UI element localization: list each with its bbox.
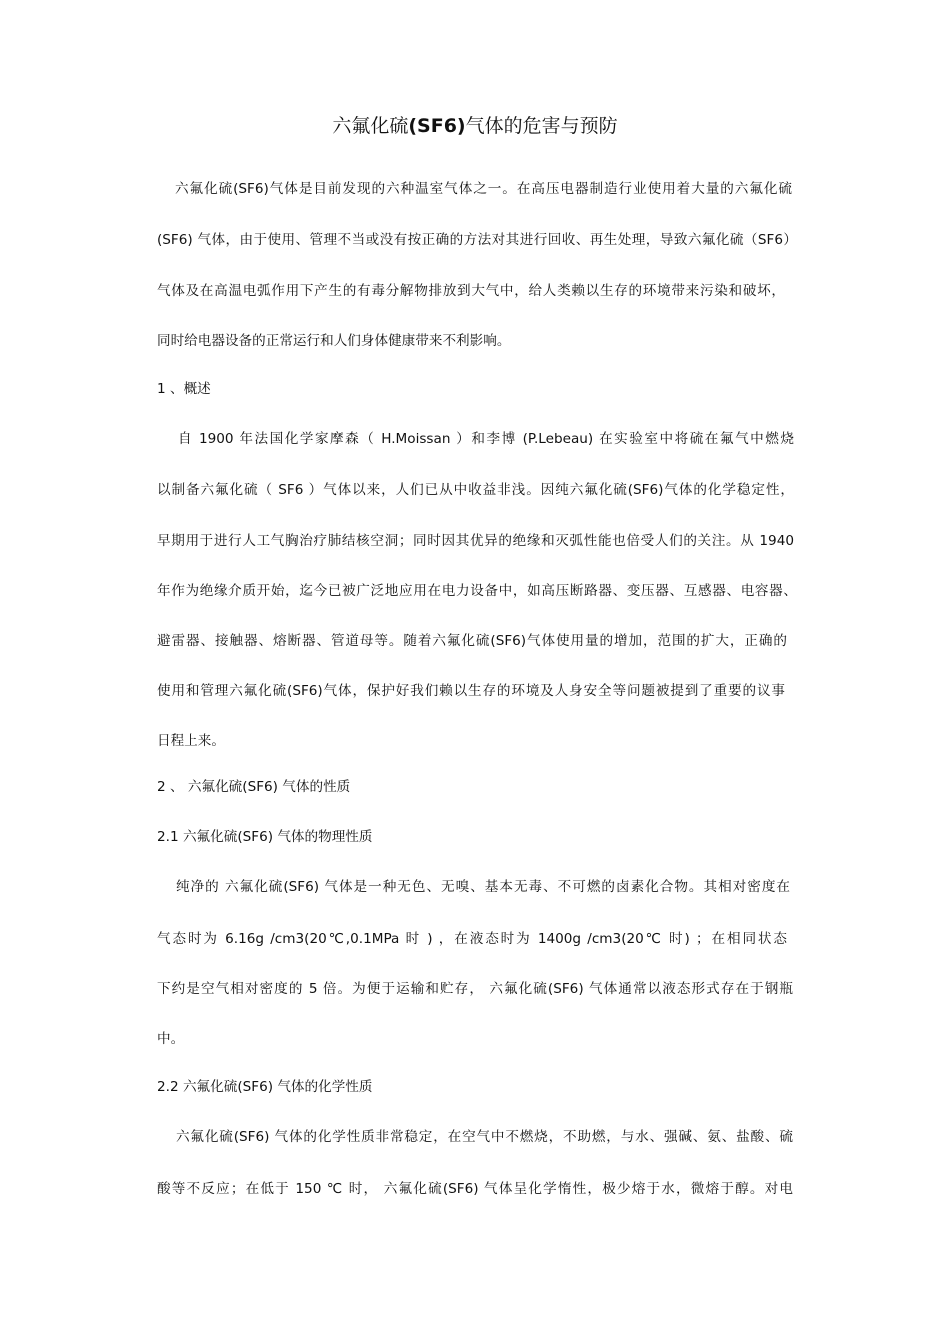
section-1-line-7: 日程上来。 [157, 733, 225, 749]
title-suffix: 气体的危害与预防 [465, 115, 618, 137]
intro-line-1: 六氟化硫(SF6)气体是目前发现的六种温室气体之一。在高压电器制造行业使用着大量的六氟化硫 [175, 181, 792, 197]
section-2-1-line-4: 中。 [157, 1031, 185, 1047]
section-1-line-2: 以制备六氟化硫（ SF6 ）气体以来，人们已从中收益非浅。因纯六氟化硫(SF6)气体的化学稳定性， [157, 482, 794, 498]
section-1-line-6: 使用和管理六氟化硫(SF6)气体，保护好我们赖以生存的环境及人身安全等问题被提到了重要的议事 [157, 683, 785, 699]
title-formula: (SF6) [408, 115, 466, 137]
section-2-2-line-2: 酸等不反应；在低于 150 ℃ 时， 六氟化硫(SF6) 气体呈化学惰性，极少熔于水，微熔于醇。对电 [157, 1181, 793, 1197]
intro-line-2: (SF6) 气体，由于使用、管理不当或没有按正确的方法对其进行回收、再生处理，导致六氟化硫（SF6） [157, 232, 797, 248]
section-2-heading: 2 、 六氟化硫(SF6) 气体的性质 [157, 779, 351, 795]
intro-line-3: 气体及在高温电弧作用下产生的有毒分解物排放到大气中，给人类赖以生存的环境带来污染和破坏， [157, 283, 785, 299]
section-2-1-heading: 2.1 六氟化硫(SF6) 气体的物理性质 [157, 829, 373, 845]
section-1-line-1: 自 1900 年法国化学家摩森（ H.Moissan ）和李博 (P.Lebeau) 在实验室中将硫在氟气中燃烧 [178, 431, 794, 447]
section-1-line-3: 早期用于进行人工气胸治疗肺结核空洞；同时因其优异的绝缘和灭弧性能也倍受人们的关注。从 1940 [157, 533, 794, 549]
section-2-1-line-2: 气态时为 6.16g /cm3(20℃,0.1MPa 时 ) ，在液态时为 1400g /cm3(20℃ 时) ；在相同状态 [157, 931, 787, 947]
section-1-line-5: 避雷器、接触器、熔断器、管道母等。随着六氟化硫(SF6)气体使用量的增加，范围的扩大，正确的 [157, 633, 787, 649]
title-prefix: 六氟化硫 [332, 115, 409, 137]
section-1-line-4: 年作为绝缘介质开始，迄今已被广泛地应用在电力设备中，如高压断路器、变压器、互感器、电容器、 [157, 583, 797, 599]
section-2-2-heading: 2.2 六氟化硫(SF6) 气体的化学性质 [157, 1079, 373, 1095]
section-2-1-line-3: 下约是空气相对密度的 5 倍。为便于运输和贮存， 六氟化硫(SF6) 气体通常以液态形式存在于钢瓶 [157, 981, 793, 997]
section-2-1-line-1: 纯净的 六氟化硫(SF6) 气体是一种无色、无嗅、基本无毒、不可燃的卤素化合物。其相对密度在 [176, 879, 790, 895]
document-title [0, 112, 950, 140]
intro-line-4: 同时给电器设备的正常运行和人们身体健康带来不利影响。 [157, 333, 511, 349]
section-1-heading: 1 、概述 [157, 381, 211, 397]
section-2-2-line-1: 六氟化硫(SF6) 气体的化学性质非常稳定，在空气中不燃烧，不助燃，与水、强碱、氨、盐酸、硫 [176, 1129, 793, 1145]
